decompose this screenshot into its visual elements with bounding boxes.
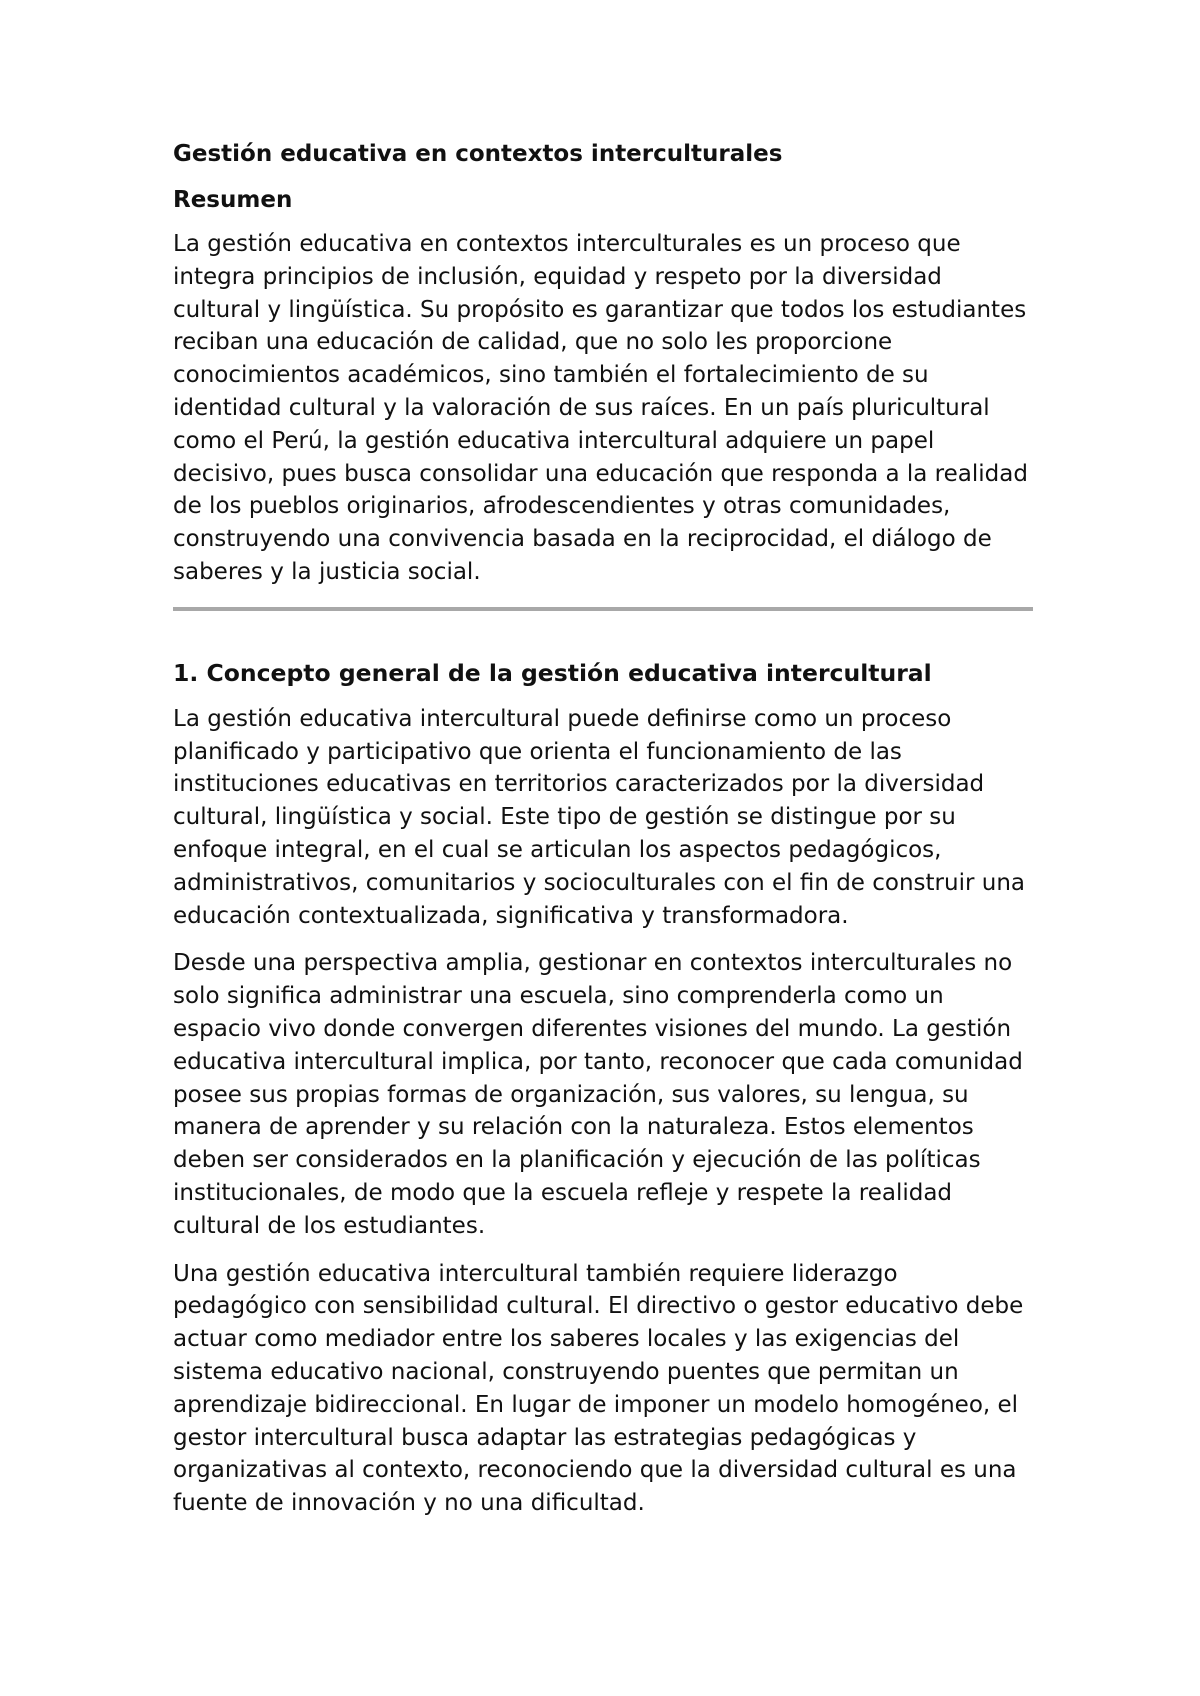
section-paragraph: Desde una perspectiva amplia, gestionar en contextos interculturales no solo significa administrar una escuela, sino comprenderla como un espacio vivo donde convergen diferentes visiones del mundo. La gestión educativa intercultural implica, por tanto, reconocer que cada comunidad posee sus propias formas de organización, sus valores, su lengua, su manera de aprender y su relación con la naturaleza. Estos elementos deben ser considerados en la planificación y ejecución de las políticas institucionales, de modo que la escuela refleje y respete la realidad cultural de los estudiantes. (173, 950, 1023, 1239)
section-paragraph: Una gestión educativa intercultural también requiere liderazgo pedagógico con sensibilidad cultural. El directivo o gestor educativo debe actuar como mediador entre los saberes locales y las exigencias del sistema educativo nacional, construyendo puentes que permitan un aprendizaje bidireccional. En lugar de imponer un modelo homogéneo, el gestor intercultural busca adaptar las estrategias pedagógicas y organizativas al contexto, reconociendo que la diversidad cultural es una fuente de innovación y no una dificultad. (173, 1260, 1024, 1517)
section-paragraph: La gestión educativa intercultural puede definirse como un proceso planificado y participativo que orienta el funcionamiento de las instituciones educativas en territorios caracterizados por la diversidad cultural, lingüística y social. Este tipo de gestión se distingue por su enfoque integral, en el cual se articulan los aspectos pedagógicos, administrativos, comunitarios y socioculturales con el fin de construir una educación contextualizada, significativa y transformadora. (173, 705, 1025, 929)
abstract-paragraph: La gestión educativa en contextos interculturales es un proceso que integra principios de inclusión, equidad y respeto por la diversidad cultural y lingüística. Su propósito es garantizar que todos los estudiantes reciban una educación de calidad, que no solo les proporcione conocimientos académicos, sino también el fortalecimiento de su identidad cultural y la valoración de sus raíces. En un país pluricultural como el Perú, la gestión educativa intercultural adquiere un papel decisivo, pues busca consolidar una educación que responda a la realidad de los pueblos originarios, afrodescendientes y otras comunidades, construyendo una convivencia basada en la reciprocidad, el diálogo de saberes y la justicia social. (173, 231, 1028, 585)
section-heading: 1. Concepto general de la gestión educativa intercultural (173, 658, 932, 687)
section-1 (173, 657, 1033, 1520)
document-title: Gestión educativa en contextos interculturales (173, 141, 783, 167)
document-page (173, 138, 1033, 1520)
abstract-heading: Resumen (173, 187, 293, 213)
section-divider (173, 607, 1033, 611)
